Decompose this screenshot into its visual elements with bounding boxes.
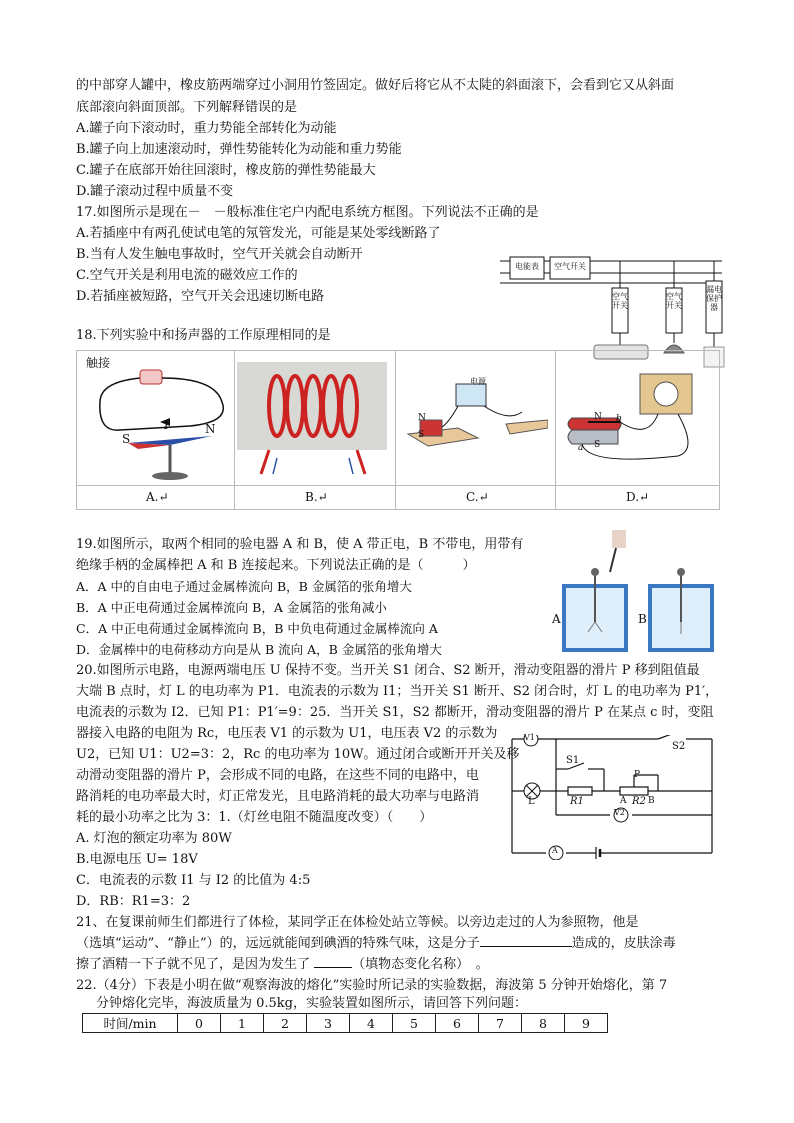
q19-electroscope-figure — [550, 528, 730, 658]
q19-line2: 绝缘手柄的金属棒把 A 和 B 连接起来。下列说法正确的是（ ） — [76, 558, 476, 573]
q20-fig-r1: R1 — [570, 796, 584, 807]
q18-fig-d-n: N — [594, 412, 602, 422]
q19-option-a: A．A 中的自由电子通过金属棒流向 B，B 金属箔的张角增大 — [76, 579, 412, 594]
q21-line3-part2: （填物态变化名称） 。 — [352, 957, 489, 972]
q21-line3 — [76, 955, 489, 975]
q19-option-d: D．金属棒中的电荷移动方向是从 B 流向 A，B 金属箔的张角增大 — [76, 642, 442, 657]
q20-fig-endpoint-a: A — [620, 796, 627, 806]
q18-fig-a-s: S — [122, 432, 131, 446]
q18-fig-d-s: S — [594, 440, 601, 450]
q18-fig-d-caption: D.↵ — [626, 490, 650, 504]
q18-fig-a-oersted — [80, 352, 232, 482]
q17-option-b: B.当有人发生触电事故时，空气开关就会自动断开 — [76, 247, 363, 262]
q18-fig-d-a: a — [578, 443, 584, 453]
table-row — [83, 1014, 608, 1033]
q19-line1: 19.如图所示，取两个相同的验电器 A 和 B，使 A 带正电，B 不带电，用带有 — [76, 537, 524, 552]
table-cell: 3 — [307, 1014, 350, 1033]
q20-fig-slider-p: P — [634, 770, 641, 780]
q21-line2 — [76, 934, 676, 954]
q17-switch2-label: 空气开关 — [666, 292, 682, 310]
q20-fig-l: L — [528, 796, 535, 807]
q20-line7: 路消耗的电功率最大时，灯正常发光，且电路消耗的最大功率与电路消 — [76, 789, 480, 804]
q20-line2: 大端 B 点时，灯 L 的电功率为 P1．电流表的示数为 I1；当开关 S1 断开、S2 闭合时，灯 L 的电功率为 P1′， — [76, 684, 719, 699]
q18-fig-b-caption: B.↵ — [305, 490, 328, 504]
q17-option-c: C.空气开关是利用电流的磁效应工作的 — [76, 268, 298, 283]
q17-stem: 17.如图所示是现在－ －般标准住宅户内配电系统方框图。下列说法不正确的是 — [76, 205, 539, 220]
q20-fig-v1: V1 — [524, 733, 535, 742]
q20-option-b: B.电源电压 U= 18V — [76, 852, 198, 867]
q20-line5: U2，已知 U1：U2=3：2，Rc 的电功率为 10W。通过闭合或断开开关及移 — [76, 747, 520, 762]
q17-switch1-label: 空气开关 — [612, 292, 628, 310]
q20-fig-s2: S2 — [672, 741, 686, 752]
table-cell: 6 — [436, 1014, 479, 1033]
q18-fig-c-s: S — [418, 430, 425, 440]
table-cell: 9 — [565, 1014, 608, 1033]
q16-option-d: D.罐子滚动过程中质量不变 — [76, 184, 234, 199]
q22-line1: 22.（4分）下表是小明在做“观察海波的熔化”实验时所记录的实验数据，海波第 5 分钟开始熔化，第 7 — [76, 978, 668, 993]
q22-line2: 分钟熔化完毕，海波质量为 0.5kg，实验装置如图所示，请回答下列问题： — [96, 996, 528, 1011]
table-cell: 1 — [221, 1014, 264, 1033]
q20-option-d: D．RB：R1=3：2 — [76, 894, 191, 909]
q18-stem: 18.下列实验中和扬声器的工作原理相同的是 — [76, 328, 331, 343]
q19-option-b: B．A 中正电荷通过金属棒流向 B，A 金属箔的张角减小 — [76, 600, 387, 615]
table-cell: 2 — [264, 1014, 307, 1033]
q18-fig-c-caption: C.↵ — [466, 490, 489, 504]
q20-line1: 20.如图所示电路，电源两端电压 U 保持不变。当开关 S1 闭合、S2 断开，滑动变阻器的滑片 P 移到阻值最 — [76, 663, 700, 678]
q18-fig-a-label: 触接 — [86, 356, 111, 370]
q16-option-b: B.罐子向上加速滚动时，弹性势能转化为动能和重力势能 — [76, 142, 402, 157]
q17-main-switch-label: 空气开关 — [554, 262, 586, 271]
q17-option-d: D.若插座被短路，空气开关会迅速切断电路 — [76, 289, 325, 304]
q18-fig-a-current: I — [164, 418, 169, 432]
q18-fig-a-caption: A.↵ — [146, 490, 169, 504]
table-cell: 0 — [178, 1014, 221, 1033]
q16-line2: 底部滚向斜面顶部。下列解释错误的是 — [76, 100, 298, 115]
q18-fig-d-generator — [558, 360, 713, 470]
q20-fig-endpoint-b: B — [648, 796, 655, 806]
q19-fig-label-b: B — [638, 612, 647, 626]
table-cell: 5 — [393, 1014, 436, 1033]
q20-option-c: C．电流表的示数 I1 与 I2 的比值为 4:5 — [76, 873, 311, 888]
table-header-time: 时间/min — [83, 1014, 178, 1033]
q21-line3-part1: 擦了酒精一下子就不见了，是因为发生了 — [76, 957, 315, 972]
table-cell: 4 — [350, 1014, 393, 1033]
q21-line2-part2: 造成的，皮肤涂毒 — [571, 936, 676, 951]
q19-fig-label-a: A — [552, 612, 561, 626]
q16-option-a: A.罐子向下滚动时，重力势能全部转化为动能 — [76, 121, 337, 136]
q21-line2-part1: （选填“运动”、“静止”）的，远远就能闻到碘酒的特殊气味，这是分子 — [76, 936, 480, 951]
q17-meter-label: 电能表 — [515, 262, 539, 271]
q20-option-a: A. 灯泡的额定功率为 80W — [76, 831, 232, 846]
table-cell: 8 — [522, 1014, 565, 1033]
q20-fig-ammeter: A — [552, 846, 558, 855]
q16-option-c: C.罐子在底部开始往回滚时，橡皮筋的弹性势能最大 — [76, 163, 376, 178]
q17-option-a: A.若插座中有两孔使试电笔的氖管发光，可能是某处零线断路了 — [76, 226, 441, 241]
q22-data-table — [82, 1013, 608, 1033]
q20-line8: 耗的最小功率之比为 3：1.（灯丝电阻不随温度改变）（ ） — [76, 810, 433, 825]
q20-fig-r2: R2 — [632, 796, 646, 807]
q19-option-c: C．A 中正电荷通过金属棒流向 B，B 中负电荷通过金属棒流向 A — [76, 621, 438, 636]
q20-line3: 电流表的示数为 I2．已知 P1：P1′=9：25．当开关 S1，S2 都断开，滑动变阻器的滑片 P 在某点 c 时，变阻 — [76, 705, 714, 720]
q21-line1: 21、在复课前师生们都进行了体检，某同学正在体检处站立等候。以旁边走过的人为参照物，他是 — [76, 915, 639, 930]
table-cell: 7 — [479, 1014, 522, 1033]
q20-fig-s1: S1 — [566, 755, 580, 766]
q20-fig-v2: V2 — [614, 808, 625, 817]
q18-fig-a-n: N — [205, 422, 216, 436]
q18-fig-b-solenoid — [237, 362, 387, 478]
q17-protector-label: 漏电保护器 — [706, 285, 722, 312]
q16-line1: 的中部穿人罐中，橡皮筋两端穿过小洞用竹签固定。做好后将它从不太陡的斜面滚下，会看到它又从斜面 — [76, 78, 675, 93]
q20-circuit-diagram — [508, 735, 718, 860]
q18-fig-d-b: b — [616, 414, 622, 424]
q20-line6: 动滑动变阻器的滑片 P，会形成不同的电路，在这些不同的电路中，电 — [76, 768, 479, 783]
q18-fig-c-source: 电源 — [470, 377, 486, 386]
q18-fig-c-n: N — [418, 413, 426, 423]
q21-blank-molecule[interactable] — [480, 934, 572, 947]
q21-blank-phase-change[interactable] — [314, 955, 352, 968]
q20-line4: 器接入电路的电阻为 Rc，电压表 V1 的示数为 U1，电压表 V2 的示数为 — [76, 726, 498, 741]
